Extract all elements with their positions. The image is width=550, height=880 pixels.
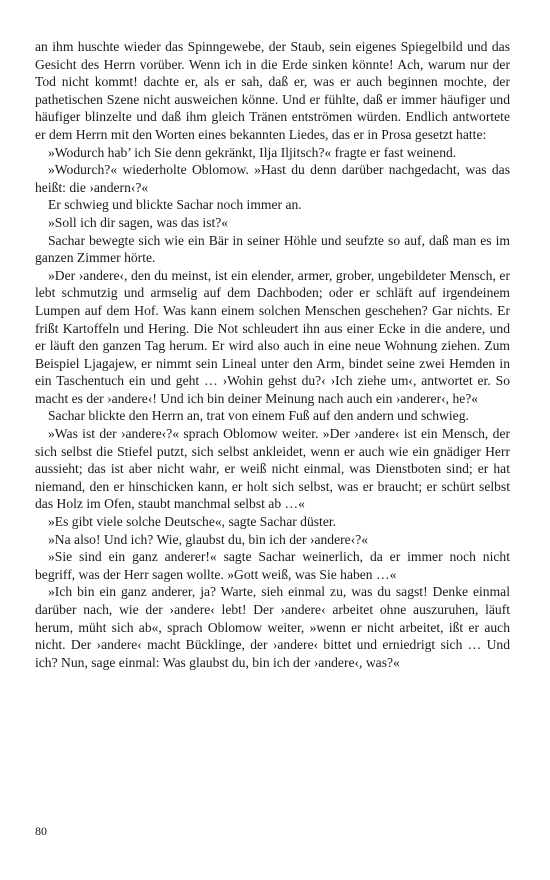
paragraph-4: Er schwieg und blickte Sachar noch immer an. xyxy=(48,197,302,213)
paragraph-10: »Es gibt viele solche Deutsche«, sagte Sachar düster. xyxy=(48,514,337,530)
paragraph-9: »Was ist der ›andere‹?« sprach Oblomow weiter. »Der ›andere‹ ist ein Mensch, der sich selbst die Stiefel putzt, sich selbst ankleidet, wenn er auch wie ein gnädiger Herr aussieht; das ist aber nicht wahr, er weiß nicht einmal, was Dienstboten sind; er hat niemand, den er hinschicken kann, er holt sich selbst, was er braucht; er schürt selbst das Holz im Ofen, staubt manchmal selbst ab …« xyxy=(35,426,510,512)
paragraph-5: »Soll ich dir sagen, was das ist?« xyxy=(48,214,229,230)
paragraph-12: »Sie sind ein ganz anderer!« sagte Sachar weinerlich, da er immer noch nicht begriff, was der Herr sagen wollte. »Gott weiß, was Sie haben …« xyxy=(35,549,510,582)
page-body xyxy=(35,38,510,671)
paragraph-7: »Der ›andere‹, den du meinst, ist ein elender, armer, grober, ungebildeter Mensch, er lebt schmutzig und armselig auf dem Dachboden; oder er schläft auf irgendeinem Lumpen auf dem Hof. Was kann einem solchen Menschen geschehen? Gar nichts. Er frißt Kartoffeln und Hering. Die Not schleudert ihn aus einer Ecke in die andere, und er läuft den ganzen Tag herum. Er wird also auch in eine neue Wohnung ziehen. Zum Beispiel Ljagajew, er nimmt sein Lineal unter den Arm, bindet seine zwei Hemden in ein Taschentuch ein und geht … ›Wohin gehst du?‹ ›Ich ziehe um‹, antwortet er. So macht es der ›andere‹! Und ich bin deiner Meinung nach auch ein ›anderer‹, he?« xyxy=(35,267,510,406)
paragraph-11: »Na also! Und ich? Wie, glaubst du, bin ich der ›andere‹?« xyxy=(48,531,369,547)
page-number: 80 xyxy=(35,824,47,838)
paragraph-3: »Wodurch?« wiederholte Oblomow. »Hast du denn darüber nachgedacht, was das heißt: die ›andern‹?« xyxy=(35,162,510,195)
paragraph-2: »Wodurch hab’ ich Sie denn gekränkt, Ilja Iljitsch?« fragte er fast weinend. xyxy=(48,144,457,160)
paragraph-6: Sachar bewegte sich wie ein Bär in seiner Höhle und seufzte so auf, daß man es im ganzen Zimmer hörte. xyxy=(35,232,510,266)
paragraph-13: »Ich bin ein ganz anderer, ja? Warte, sieh einmal zu, was du sagst! Denke einmal darüber nach, wie der ›andere‹ lebt! Der ›andere‹ arbeitet ohne auszuruhen, läuft herum, müht sich ab«, sprach Oblomow weiter, »wenn er nicht arbeitet, ißt er auch nicht. Der ›andere‹ macht Bücklinge, der ›andere‹ bittet und erniedrigt sich … Und ich? Nun, sage einmal: Was glaubst du, bin ich der ›andere‹, was?« xyxy=(35,584,510,670)
paragraph-8: Sachar blickte den Herrn an, trat von einem Fuß auf den andern und schwieg. xyxy=(48,408,469,424)
paragraph-1: an ihm huschte wieder das Spinngewebe, der Staub, sein eigenes Spiegelbild und das Gesicht des Herrn vorüber. Wenn ich in die Erde sinken könnte! Ach, warum nur der Tod nicht kommt! dachte er, als er sah, daß er, was er auch beginnen mochte, der pathetischen Szene nicht ausweichen könne. Und er fühlte, daß er immer häufiger und häufiger blinzelte und daß ihm gleich Tränen entströmen würden. Endlich antwortete er dem Herrn mit den Worten eines bekannten Liedes, das er in Prosa gesetzt hatte: xyxy=(35,39,510,142)
